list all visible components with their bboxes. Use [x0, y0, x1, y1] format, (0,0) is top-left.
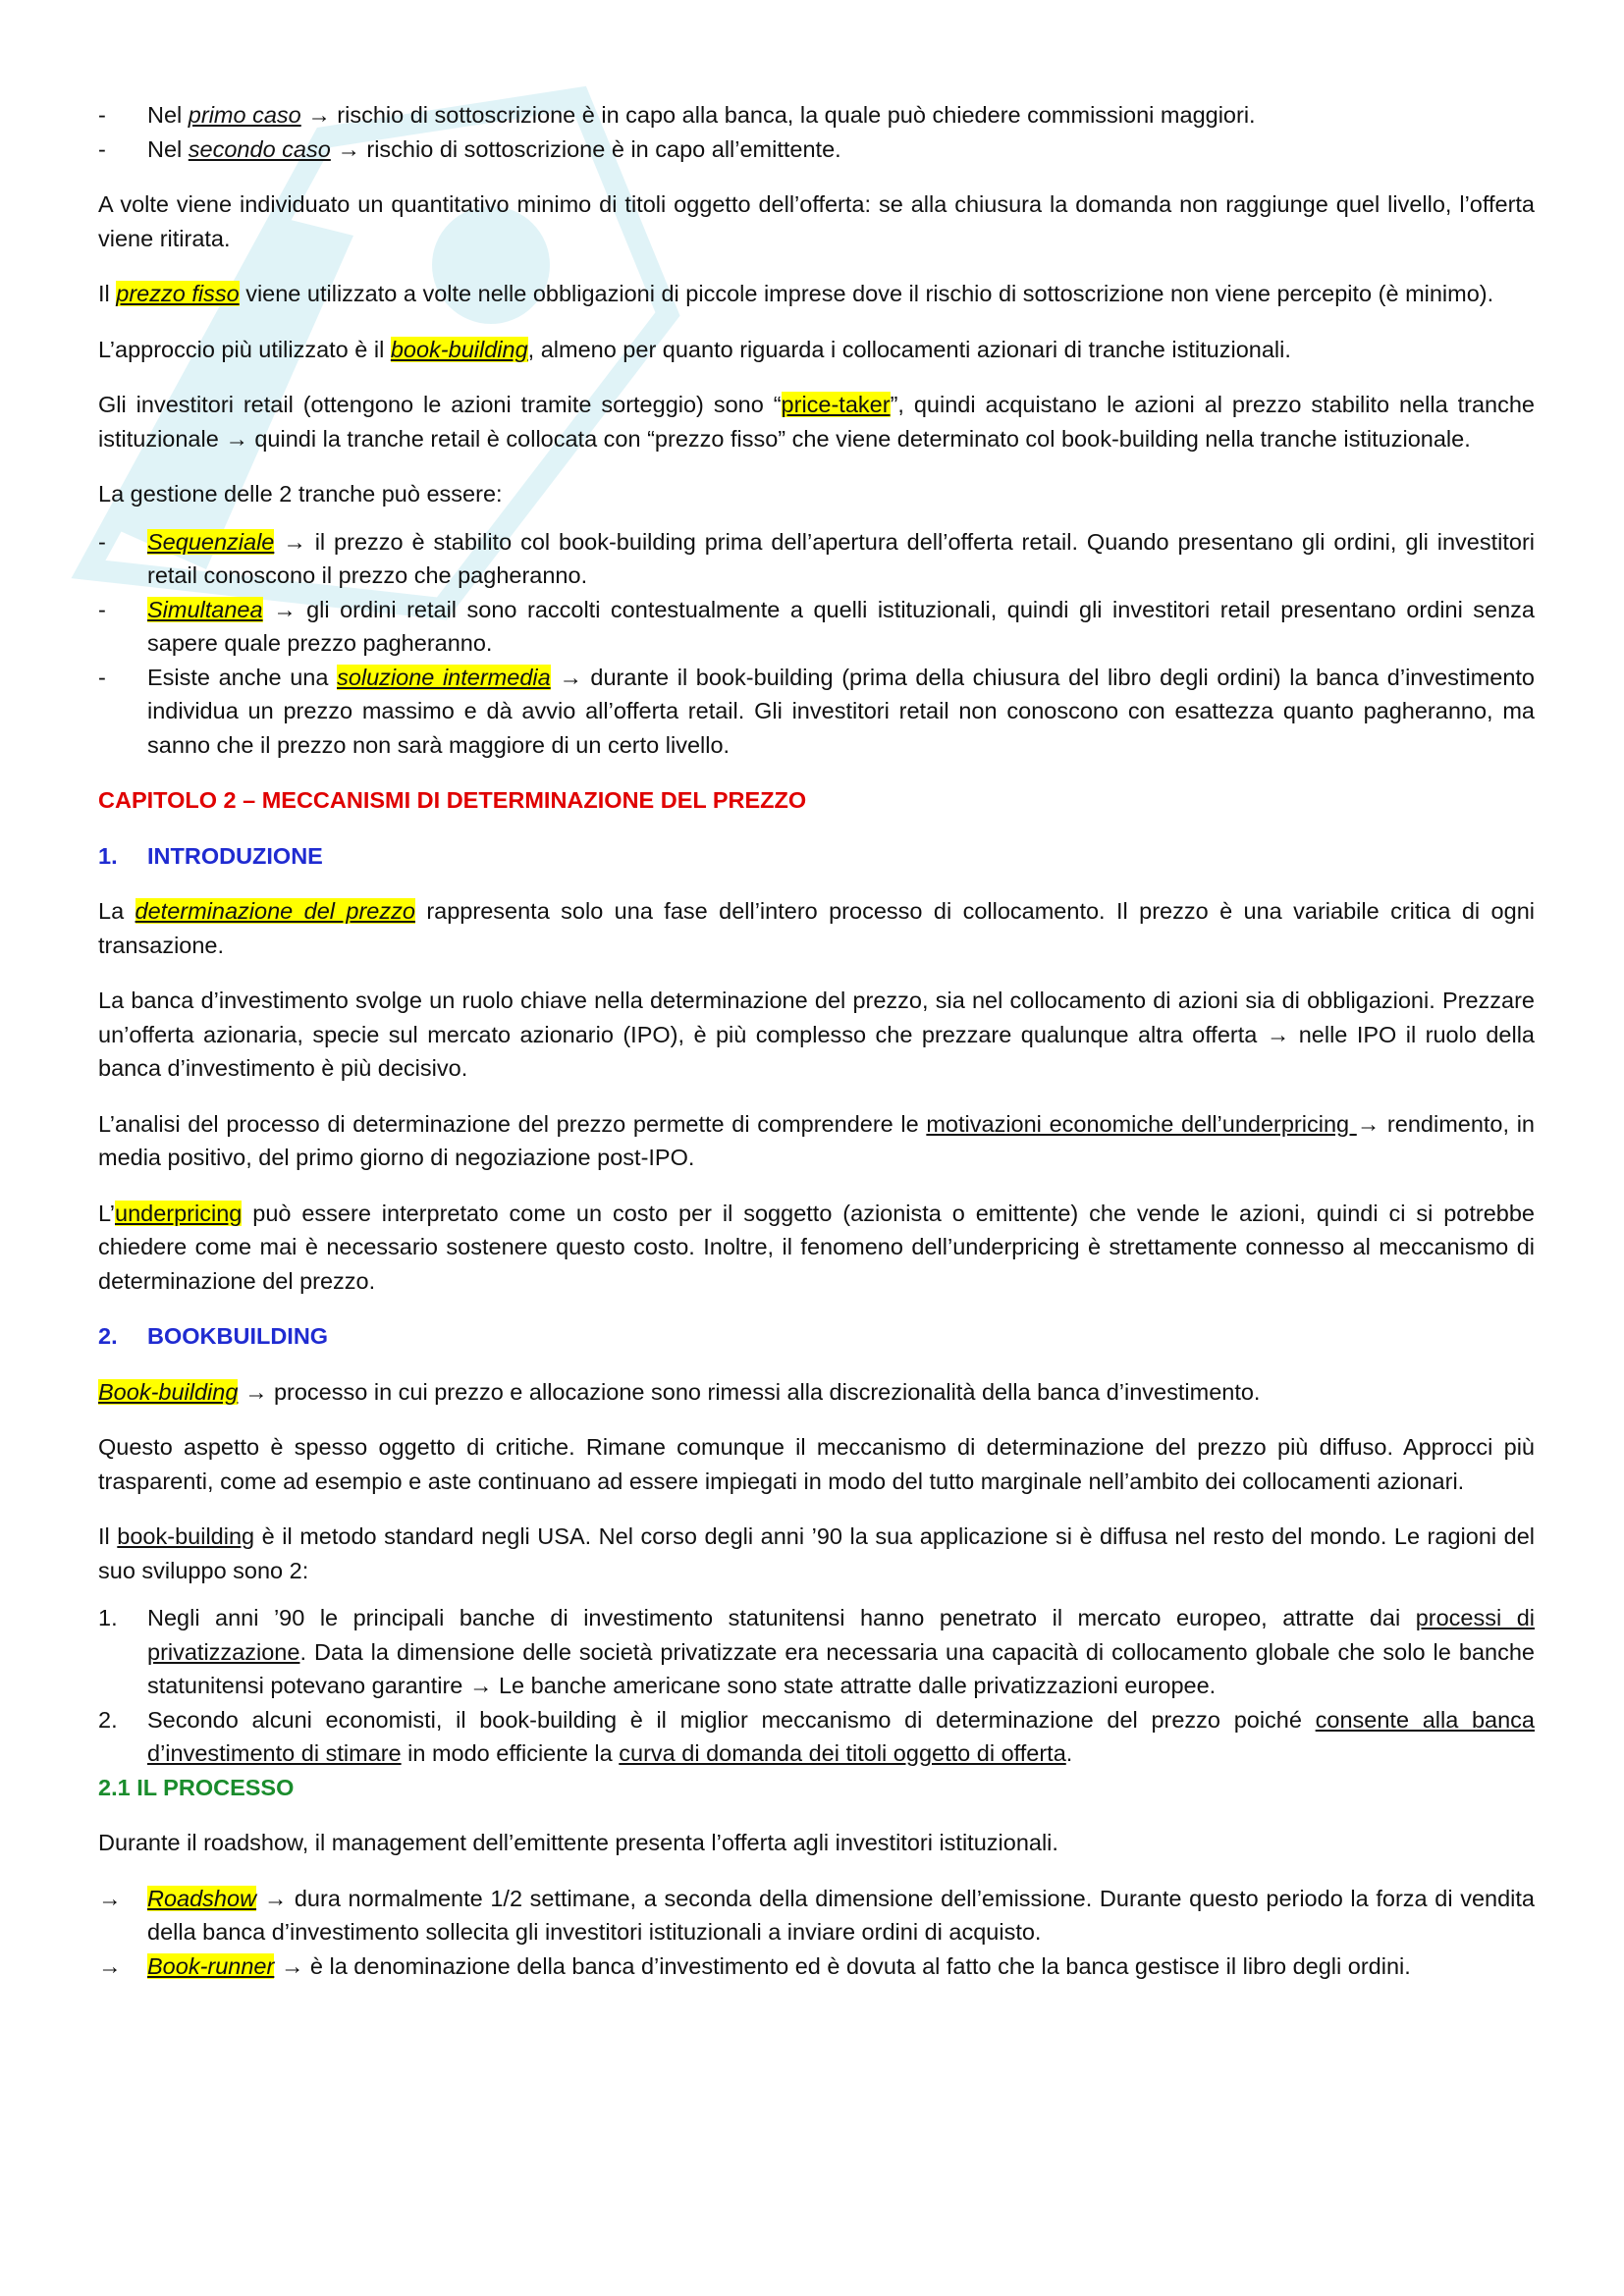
- list-item: [98, 593, 1535, 661]
- list-item-text: Book-runner → è la denominazione della banca d’investimento ed è dovuta al fatto che la banca gestisce il libro degli ordini.: [147, 1952, 1411, 1979]
- section-heading-introduzione: [98, 839, 1535, 874]
- arrow-icon: →: [1266, 1021, 1290, 1047]
- arrow-icon: →: [283, 528, 306, 555]
- paragraph-retail: Gli investitori retail (ottengono le azioni tramite sorteggio) sono “price-taker”, quindi acquistano le azioni al prezzo stabilito nella tranche istituzionale → quindi la tranche retail è collocata con “prezzo fisso” che viene determinato col book-building nella tranche istituzionale.: [98, 392, 1535, 452]
- arrow-icon: →: [1356, 1110, 1380, 1137]
- section-title: INTRODUZIONE: [147, 842, 323, 869]
- list-item: [98, 525, 1535, 593]
- arrow-icon: →: [280, 1952, 304, 1979]
- term-sequenziale: Sequenziale: [147, 528, 275, 555]
- arrow-icon: →: [307, 102, 331, 128]
- list-item-text: Roadshow → dura normalmente 1/2 settimane, a seconda della dimensione dell’emissione. Durante questo periodo la forza di vendita della banca d’investimento sollecita gli investitori istituzionali a inviare ordini di acquisto.: [147, 1885, 1535, 1945]
- list-item-text: Simultanea → gli ordini retail sono raccolti contestualmente a quelli istituzionali, quindi gli investitori retail presentano ordini senza sapere quale prezzo pagheranno.: [147, 596, 1536, 656]
- arrow-icon: →: [337, 135, 360, 162]
- arrow-icon: →: [559, 664, 582, 690]
- list-item: [98, 661, 1535, 763]
- arrow-icon: →: [263, 1885, 288, 1911]
- term-processi-privatizzazione: processi di privatizzazione: [147, 1605, 1535, 1665]
- term-curva-domanda: curva di domanda dei titoli oggetto di offerta: [619, 1740, 1066, 1766]
- paragraph-bookbuilding-def: Book-building → processo in cui prezzo e allocazione sono rimessi alla discrezionalità della banca d’investimento.: [98, 1378, 1261, 1405]
- list-item: [98, 1601, 1535, 1703]
- term-determinazione-prezzo: determinazione del prezzo: [135, 898, 415, 924]
- chapter-title: CAPITOLO 2 – MECCANISMI DI DETERMINAZIONE DEL PREZZO: [98, 787, 807, 813]
- document-page: [98, 98, 1535, 2004]
- list-marker: -: [98, 664, 106, 690]
- term-price-taker: price-taker: [781, 392, 891, 417]
- term-roadshow: Roadshow: [147, 1885, 257, 1911]
- arrow-icon: →: [225, 425, 248, 452]
- list-item: [98, 98, 1535, 133]
- list-marker: -: [98, 102, 106, 128]
- list-marker: -: [98, 596, 106, 622]
- term-book-runner: Book-runner: [147, 1952, 275, 1979]
- term-book-building-usa: book-building: [117, 1523, 255, 1549]
- paragraph-roadshow-intro: Durante il roadshow, il management dell’emittente presenta l’offerta agli investitori istituzionali.: [98, 1830, 1058, 1855]
- section-number: 1.: [98, 842, 118, 869]
- term-secondo-caso: secondo caso: [188, 135, 331, 162]
- list-marker: 1.: [98, 1605, 118, 1630]
- list-item: [98, 133, 1535, 167]
- paragraph-banca-ruolo: La banca d’investimento svolge un ruolo chiave nella determinazione del prezzo, sia nel collocamento di azioni sia di obbligazioni. Prezzare un’offerta azionaria, specie sul mercato azionario (IPO), è più complesso che prezzare qualunque altra offerta → nelle IPO il ruolo della banca d’investimento è più decisivo.: [98, 988, 1535, 1081]
- arrow-icon: →: [244, 1378, 268, 1405]
- list-marker: 2.: [98, 1706, 118, 1733]
- list-item-text: Nel secondo caso → rischio di sottoscrizione è in capo all’emittente.: [147, 135, 841, 162]
- section-number: 2.: [98, 1323, 118, 1349]
- paragraph-approccio: L’approccio più utilizzato è il book-building, almeno per quanto riguarda i collocamenti azionari di tranche istituzionali.: [98, 336, 1291, 362]
- paragraph-minimo: A volte viene individuato un quantitativo minimo di titoli oggetto dell’offerta: se alla chiusura la domanda non raggiunge quel livello, l’offerta viene ritirata.: [98, 191, 1535, 251]
- paragraph-determinazione: La determinazione del prezzo rappresenta solo una fase dell’intero processo di collocamento. Il prezzo è una variabile critica di ogni transazione.: [98, 898, 1535, 958]
- paragraph-usa: Il book-building è il metodo standard negli USA. Nel corso degli anni ’90 la sua applicazione si è diffusa nel resto del mondo. Le ragioni del suo sviluppo sono 2:: [98, 1523, 1535, 1583]
- list-item-text: Secondo alcuni economisti, il book-building è il miglior meccanismo di determinazione del prezzo poiché consente alla banca d’investimento di stimare in modo efficiente la curva di domanda dei titoli oggetto di offerta.: [147, 1706, 1536, 1766]
- term-motivazioni-underpricing: motivazioni economiche dell’underpricing: [926, 1110, 1357, 1137]
- paragraph-gestione: La gestione delle 2 tranche può essere:: [98, 481, 503, 507]
- term-soluzione-intermedia: soluzione intermedia: [337, 664, 551, 690]
- term-consente-stimare: consente alla banca d’investimento di stimare: [147, 1706, 1536, 1766]
- paragraph-analisi: L’analisi del processo di determinazione del prezzo permette di comprendere le motivazioni economiche dell’underpricing → rendimento, in media positivo, del primo giorno di negoziazione post-IPO.: [98, 1110, 1535, 1170]
- term-book-building-def: Book-building: [98, 1378, 239, 1405]
- arrow-icon: →: [273, 596, 297, 622]
- term-book-building: book-building: [390, 336, 528, 362]
- reasons-list: [98, 1601, 1535, 1771]
- section-heading-bookbuilding: [98, 1319, 1535, 1354]
- list-item-text: Sequenziale → il prezzo è stabilito col book-building prima dell’apertura dell’offerta retail. Quando presentano gli ordini, gli investitori retail conoscono il prezzo che pagheranno.: [147, 528, 1535, 588]
- paragraph-critiche: Questo aspetto è spesso oggetto di critiche. Rimane comunque il meccanismo di determinazione del prezzo più diffuso. Approcci più trasparenti, come ad esempio e aste continuano ad essere impiegati in modo del tutto marginale nell’ambito dei collocamenti azionari.: [98, 1434, 1535, 1494]
- subsection-heading-processo: 2.1 IL PROCESSO: [98, 1774, 295, 1800]
- process-list: [98, 1882, 1535, 1984]
- case-list: [98, 98, 1535, 166]
- tranche-list: [98, 525, 1535, 763]
- paragraph-underpricing: L’underpricing può essere interpretato come un costo per il soggetto (azionista o emittente) che vende le azioni, quindi ci si potrebbe chiedere come mai è necessario sostenere questo costo. Inoltre, il fenomeno dell’underpricing è strettamente connesso al meccanismo di determinazione del prezzo.: [98, 1200, 1535, 1294]
- list-item: [98, 1703, 1535, 1771]
- arrow-bullet-icon: →: [98, 1952, 122, 1979]
- list-item: [98, 1949, 1535, 1984]
- list-item-text: Esiste anche una soluzione intermedia → durante il book-building (prima della chiusura del libro degli ordini) la banca d’investimento individua un prezzo massimo e dà avvio all’offerta retail. Gli investitori retail non conoscono con esattezza quanto pagheranno, ma sanno che il prezzo non sarà maggiore di un certo livello.: [147, 664, 1535, 758]
- arrow-bullet-icon: →: [98, 1885, 122, 1911]
- arrow-icon: →: [468, 1673, 493, 1698]
- paragraph-prezzo-fisso: Il prezzo fisso viene utilizzato a volte nelle obbligazioni di piccole imprese dove il rischio di sottoscrizione non viene percepito (è minimo).: [98, 281, 1494, 306]
- list-item-text: Negli anni ’90 le principali banche di investimento statunitensi hanno penetrato il mercato europeo, attratte dai processi di privatizzazione. Data la dimensione delle società privatizzate era necessaria una capacità di collocamento globale che solo le banche statunitensi potevano garantire → Le banche americane sono state attratte dalle privatizzazioni europee.: [147, 1605, 1535, 1698]
- list-marker: -: [98, 528, 106, 555]
- term-prezzo-fisso: prezzo fisso: [116, 281, 240, 306]
- term-underpricing: underpricing: [115, 1200, 243, 1226]
- list-marker: -: [98, 135, 106, 162]
- list-item-text: Nel primo caso → rischio di sottoscrizione è in capo alla banca, la quale può chiedere commissioni maggiori.: [147, 102, 1256, 128]
- section-title: BOOKBUILDING: [147, 1323, 329, 1349]
- list-item: [98, 1882, 1535, 1949]
- term-simultanea: Simultanea: [147, 596, 263, 622]
- term-primo-caso: primo caso: [188, 102, 301, 128]
